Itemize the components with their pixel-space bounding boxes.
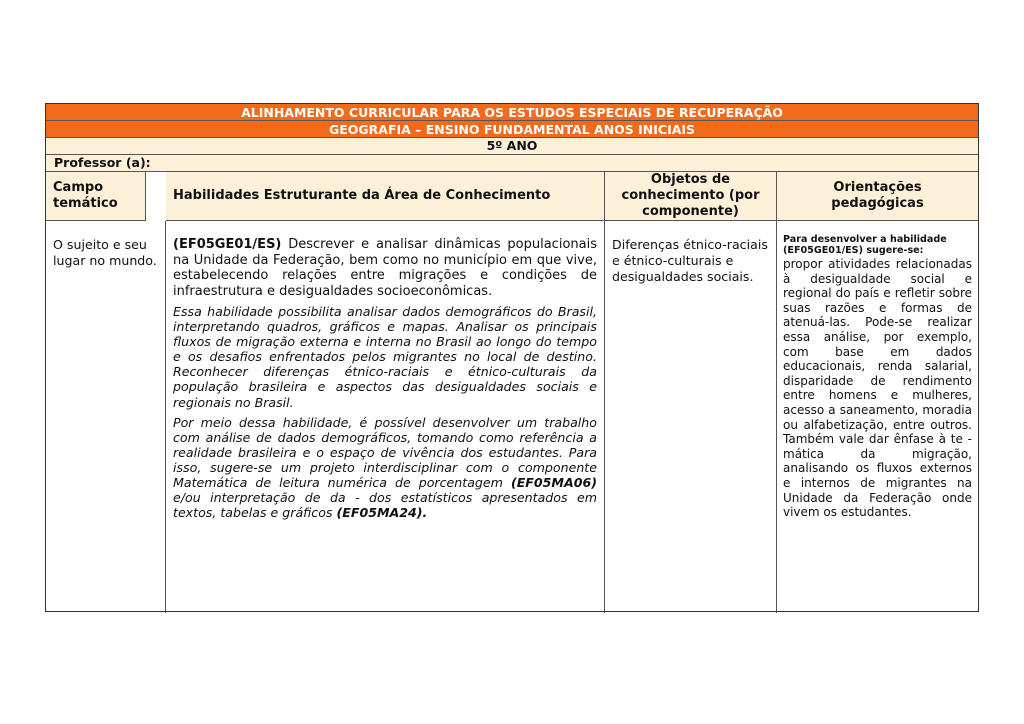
objetos-cell: Diferenças étnico-raciais e étnico-culturais e desigualdades sociais. <box>605 221 777 613</box>
skill-paragraph-2 <box>173 415 597 521</box>
skill-code-ef05ma06: (EF05MA06) <box>510 475 597 491</box>
campo-cell: O sujeito e seu lugar no mundo. <box>46 221 166 613</box>
skill-statement <box>173 237 597 299</box>
skill-text: Descrever e analisar dinâmicas populacionais na Unidade da Federação, bem como no município em que vive, estabelecendo relações entre migrações e condições de infraestrutura e desigualdades socioeconômicas. <box>173 237 597 299</box>
orientacoes-text: propor atividades relacionadas à desigualdade social e regional do país e refletir sobre suas razões e formas de atenuá-las. Pode-se realizar essa análise, por exemplo, com base em dados educacionais, renda salarial, disparidade de rendimento entre homens e mulheres, acesso a saneamento, moradia ou alfabetização, entre outros. Também vale dar ênfase à te - mática da migração, analisando os fluxos externos e internos de migrantes na Unidade da Federação onde vivem os estudantes. <box>783 257 972 520</box>
skill-paragraph-1: Essa habilidade possibilita analisar dados demográficos do Brasil, interpretando quadros, gráficos e mapas. Analisar os principais fluxos de migração externa e interna no Brasil ao longo do tempo e os desafios enfrentados pelos migrantes no local de destino. Reconhecer diferenças étnico-raciais e étnico-culturais da população brasileira e aspectos das desigualdades sociais e regionais no Brasil. <box>173 304 597 410</box>
skill-code: (EF05GE01/ES) <box>173 237 282 252</box>
habilidades-cell <box>166 221 605 613</box>
table-title: ALINHAMENTO CURRICULAR PARA OS ESTUDOS ESPECIAIS DE RECUPERAÇÃO <box>46 104 978 121</box>
column-header-objetos: Objetos de conhecimento (por componente) <box>605 172 777 221</box>
grade-label: 5º ANO <box>46 138 978 155</box>
teacher-label: Professor (a): <box>46 155 978 172</box>
column-header-campo: Campo temático <box>46 172 146 221</box>
skill-paragraph-2-text-b: e/ou interpretação de da - dos estatísticos apresentados em textos, tabelas e gráficos <box>173 490 597 521</box>
table-subtitle: GEOGRAFIA – ENSINO FUNDAMENTAL ANOS INICIAIS <box>46 121 978 138</box>
table-grid <box>46 172 978 613</box>
column-header-habilidades: Habilidades Estruturante da Área de Conhecimento <box>166 172 605 221</box>
skill-paragraph-2-text-a: Por meio dessa habilidade, é possível desenvolver um trabalho com análise de dados demográficos, tomando como referência a realidade brasileira e o espaço de vivência dos estudantes. Para isso, sugere-se um projeto interdisciplinar com o componente Matemática de leitura numérica de porcentagem <box>173 414 597 491</box>
curriculum-table <box>45 103 979 612</box>
orientacoes-cell <box>777 221 978 613</box>
orientacoes-hint: Para desenvolver a habilidade (EF05GE01/ES) sugere-se: <box>783 234 947 256</box>
skill-code-ef05ma24: (EF05MA24). <box>336 505 428 521</box>
column-header-orientacoes: Orientações pedagógicas <box>777 172 978 221</box>
